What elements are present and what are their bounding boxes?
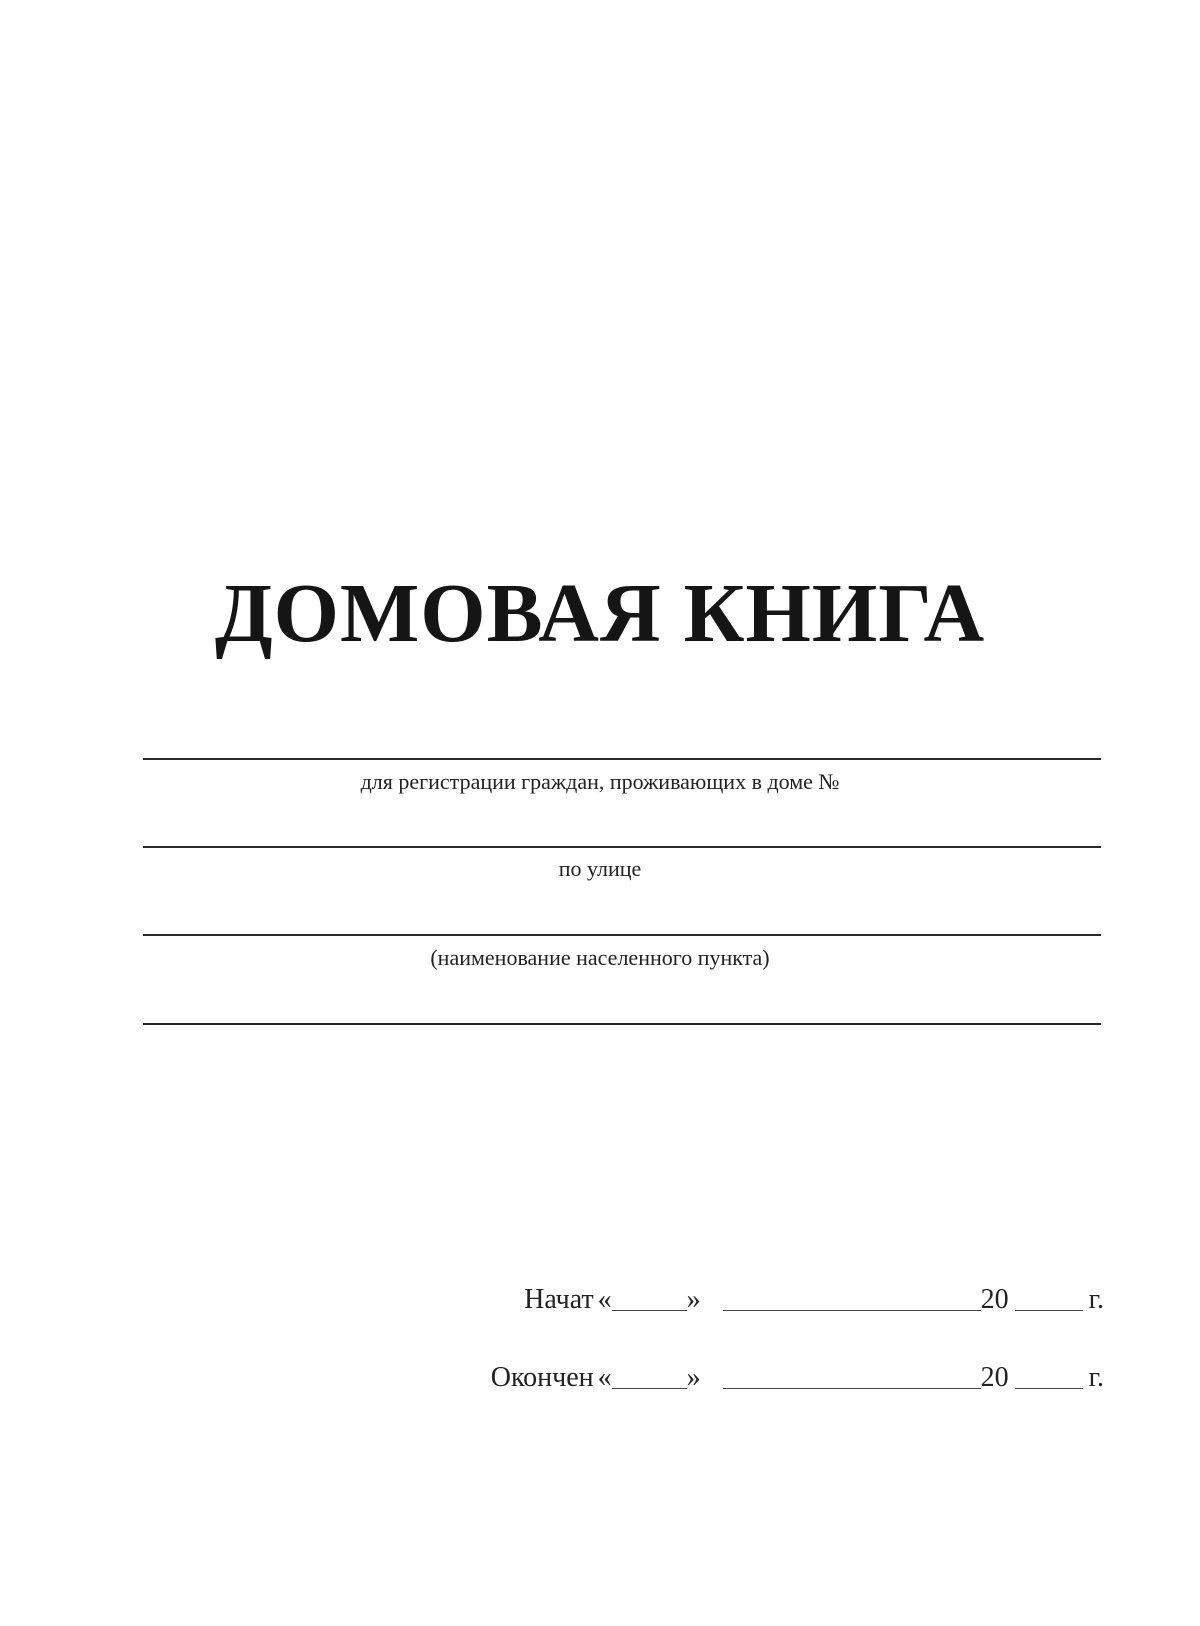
house-number-line (143, 758, 1101, 760)
started-date-row (524, 1286, 1104, 1314)
settlement-value-line (143, 1023, 1101, 1025)
settlement-line (143, 934, 1101, 936)
open-quote: « (597, 1362, 612, 1393)
close-quote: » (686, 1284, 701, 1315)
finished-year-blank (1015, 1366, 1083, 1389)
started-year-blank (1015, 1288, 1083, 1311)
street-caption: по улице (558, 856, 642, 881)
open-quote: « (597, 1284, 612, 1315)
finished-label: Окончен (490, 1362, 594, 1393)
street-line (143, 846, 1101, 848)
started-month-blank (723, 1288, 981, 1311)
close-quote: » (686, 1362, 701, 1393)
started-label: Начат (524, 1284, 594, 1315)
year-suffix: г. (1088, 1362, 1104, 1393)
finished-day-blank (612, 1366, 687, 1389)
finished-date-row (491, 1364, 1104, 1392)
started-day-blank (612, 1288, 687, 1311)
settlement-caption: (наименование населенного пункта) (430, 945, 770, 970)
century-prefix: 20 (980, 1362, 1009, 1393)
year-suffix: г. (1088, 1284, 1104, 1315)
finished-month-blank (723, 1366, 981, 1389)
registration-caption: для регистрации граждан, проживающих в доме № (360, 769, 840, 794)
page-title: ДОМОВАЯ КНИГА (214, 567, 986, 660)
century-prefix: 20 (980, 1284, 1009, 1315)
